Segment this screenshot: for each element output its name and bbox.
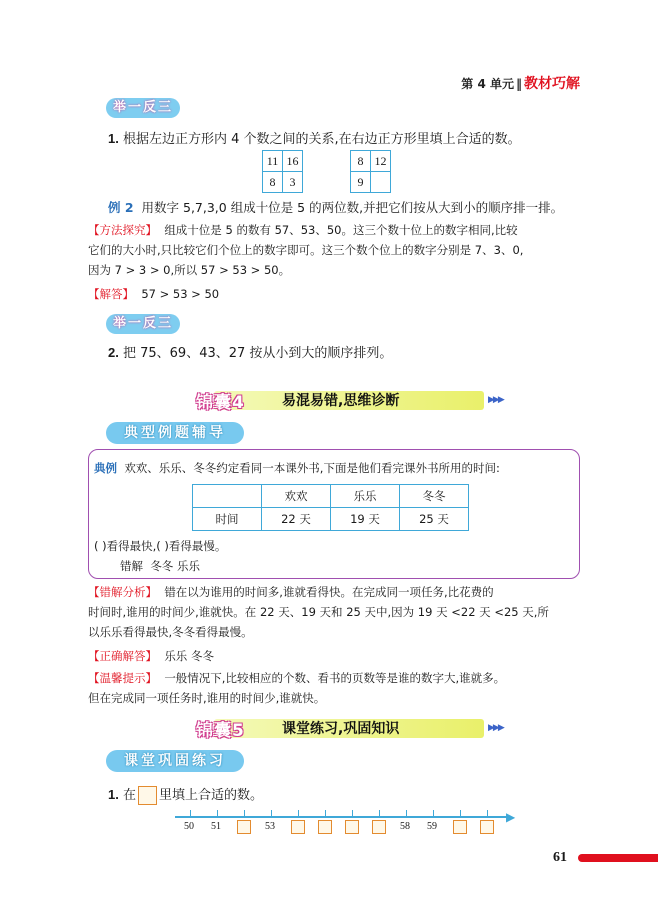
header-divider: ‖ xyxy=(516,77,522,91)
answer-box-icon xyxy=(138,786,157,805)
number-label: 59 xyxy=(427,821,437,832)
method-line: 它们的大小时,只比较它们个位上的数字即可。这三个数个位上的数字分别是 7、3、0, xyxy=(88,243,524,257)
arrow-icon: ▶▶▶ xyxy=(488,723,503,733)
tick xyxy=(298,810,299,817)
example2-question xyxy=(108,198,563,218)
example-box-label: 典例 xyxy=(94,461,117,475)
table-cell: 25 天 xyxy=(400,508,469,531)
question-number: 2. xyxy=(108,345,119,360)
example-label: 例 2 xyxy=(108,200,134,215)
number-blank[interactable] xyxy=(318,820,332,834)
banner-title: 课堂练习,巩固知识 xyxy=(282,721,400,737)
warm-tip xyxy=(88,668,588,708)
error-analysis xyxy=(88,582,588,642)
tag-practice: 举一反三 xyxy=(106,314,180,334)
grid-cell: 3 xyxy=(283,172,303,193)
example-text: 用数字 5,7,3,0 组成十位是 5 的两位数,并把它们按从大到小的顺序排一排。 xyxy=(141,200,564,215)
question-text: 把 75、69、43、27 按从小到大的顺序排列。 xyxy=(118,346,393,361)
grid-cell-blank[interactable] xyxy=(371,172,391,193)
tick xyxy=(325,810,326,817)
table-header: 冬冬 xyxy=(400,485,469,508)
table-cell: 22 天 xyxy=(262,508,331,531)
grid-cell: 9 xyxy=(351,172,371,193)
method-line: 因为 7 > 3 > 0,所以 57 > 53 > 50。 xyxy=(88,263,291,277)
section-banner-5 xyxy=(196,716,503,741)
analysis-line: 以乐乐看得最快,冬冬看得最慢。 xyxy=(88,625,253,639)
arrow-icon: ▶▶▶ xyxy=(488,395,503,405)
practice2-question xyxy=(108,342,392,361)
question-number: 1. xyxy=(108,787,119,802)
banner-number: 锦囊4 xyxy=(196,393,245,413)
grid-cell: 8 xyxy=(351,151,371,172)
number-blank[interactable] xyxy=(345,820,359,834)
example-box-question xyxy=(94,458,574,478)
question-pre: 在 xyxy=(118,788,136,803)
method-line: 组成十位是 5 的数有 57、53、50。这三个数十位上的数字相同,比较 xyxy=(164,223,518,237)
tick xyxy=(217,810,218,817)
table-header: 乐乐 xyxy=(331,485,400,508)
banner-title: 易混易错,思维诊断 xyxy=(282,393,400,409)
practice1-question xyxy=(108,128,521,147)
tip-line: 一般情况下,比较相应的个数、看书的页数等是谁的数字大,谁就多。 xyxy=(164,671,506,685)
fill-blank-line: ( )看得最快,( )看得最慢。 xyxy=(94,539,227,553)
number-line-arrow-icon: ▶ xyxy=(506,810,516,824)
tip-label: 【温馨提示】 xyxy=(88,671,157,685)
page-number: 61 xyxy=(553,850,567,865)
pill-class-practice: 课堂巩固练习 xyxy=(106,750,244,772)
number-blank[interactable] xyxy=(237,820,251,834)
analysis-line: 错在以为谁用的时间多,谁就看得快。在完成同一项任务,比花费的 xyxy=(164,585,494,599)
correct-label: 【正确解答】 xyxy=(88,649,157,663)
tick xyxy=(190,810,191,817)
unit-label: 第 4 单元 xyxy=(461,77,514,91)
question-text: 根据左边正方形内 4 个数之间的关系,在右边正方形里填上合适的数。 xyxy=(118,132,521,147)
number-label: 51 xyxy=(211,821,221,832)
left-grid xyxy=(262,150,303,193)
tip-line: 但在完成同一项任务时,谁用的时间少,谁就快。 xyxy=(88,691,326,705)
correct-text: 乐乐 冬冬 xyxy=(164,649,214,663)
number-blank[interactable] xyxy=(291,820,305,834)
tick xyxy=(406,810,407,817)
tick xyxy=(460,810,461,817)
number-label: 58 xyxy=(400,821,410,832)
tick xyxy=(244,810,245,817)
number-blank[interactable] xyxy=(480,820,494,834)
tag-practice: 举一反三 xyxy=(106,98,180,118)
answer-label: 【解答】 xyxy=(88,287,134,301)
tick xyxy=(271,810,272,817)
exercise1-question xyxy=(108,784,263,805)
tick xyxy=(352,810,353,817)
wrong-answer-line xyxy=(120,556,200,576)
grid-cell: 16 xyxy=(283,151,303,172)
analysis-label: 【错解分析】 xyxy=(88,585,157,599)
wrong-label: 错解 xyxy=(120,559,143,573)
right-grid xyxy=(350,150,391,193)
question-post: 里填上合适的数。 xyxy=(158,788,263,803)
example-box-text: 欢欢、乐乐、冬冬约定看同一本课外书,下面是他们看完课外书所用的时间: xyxy=(124,461,500,475)
tick xyxy=(487,810,488,817)
table-header xyxy=(193,485,262,508)
pill-typical-examples: 典型例题辅导 xyxy=(106,422,244,444)
wrong-text: 冬冬 乐乐 xyxy=(150,559,200,573)
answer-text: 57 > 53 > 50 xyxy=(141,287,220,301)
number-blank[interactable] xyxy=(372,820,386,834)
banner-number: 锦囊5 xyxy=(196,721,245,741)
grid-cell: 12 xyxy=(371,151,391,172)
grid-cell: 11 xyxy=(263,151,283,172)
page-header xyxy=(461,73,580,93)
page-bar xyxy=(578,854,658,862)
section-banner-4 xyxy=(196,388,503,413)
grid-cell: 8 xyxy=(263,172,283,193)
number-label: 50 xyxy=(184,821,194,832)
tick xyxy=(379,810,380,817)
number-blank[interactable] xyxy=(453,820,467,834)
analysis-line: 时间时,谁用的时间少,谁就快。在 22 天、19 天和 25 天中,因为 19 天 <22 天 <25 天,所 xyxy=(88,605,549,619)
method-block xyxy=(88,220,588,280)
answer-line xyxy=(88,284,219,304)
tick xyxy=(433,810,434,817)
table-header: 欢欢 xyxy=(262,485,331,508)
number-label: 53 xyxy=(265,821,275,832)
table-cell: 时间 xyxy=(193,508,262,531)
correct-answer xyxy=(88,646,214,666)
time-table xyxy=(192,484,469,531)
table-cell: 19 天 xyxy=(331,508,400,531)
header-title: 教材巧解 xyxy=(524,76,580,92)
method-label: 【方法探究】 xyxy=(88,223,157,237)
question-number: 1. xyxy=(108,131,119,146)
